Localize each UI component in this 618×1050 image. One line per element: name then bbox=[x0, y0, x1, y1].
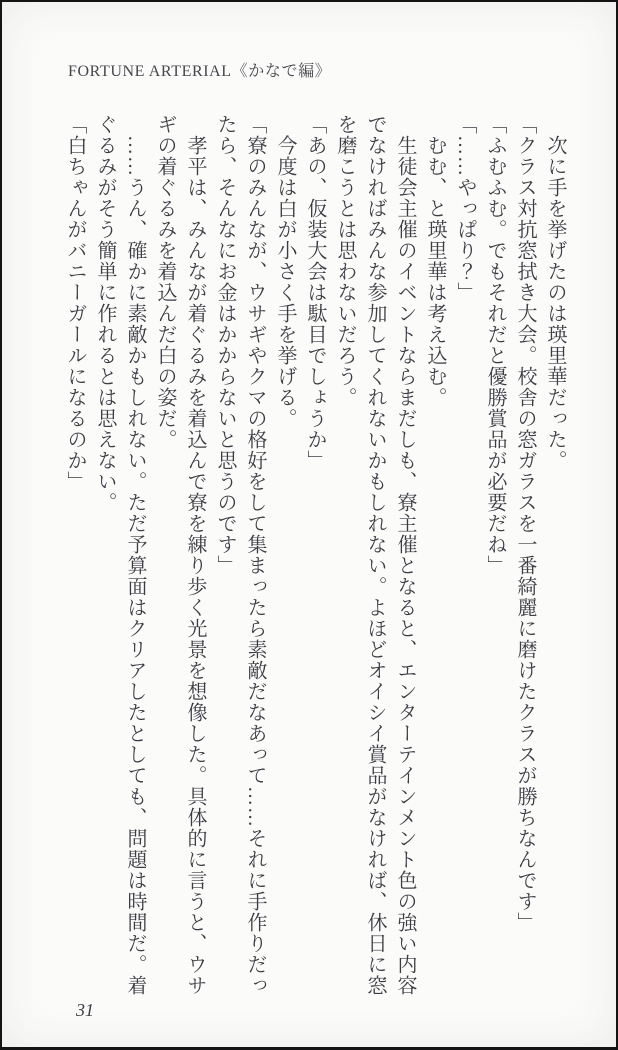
paragraph: ……うん、確かに素敵かもしれない。ただ予算面はクリアしたとしても、問題は時間だ。着ぐるみがそう簡単に作れるとは思えない。 bbox=[94, 114, 146, 996]
paragraph: 次に手を挙げたのは瑛里華だった。 bbox=[544, 135, 566, 471]
book-page bbox=[2, 2, 616, 1047]
paragraph: 「寮のみんなが、ウサギやクマの格好をして集まったら素敵だなあって……それに手作りだったら、そんなにお金はかからないと思うのです」 bbox=[214, 114, 266, 996]
paragraph: 「……やっぱり？」 bbox=[454, 114, 476, 303]
paragraph: 「あの、仮装大会は駄目でしょうか」 bbox=[304, 114, 326, 471]
paragraph: むむ、と瑛里華は考え込む。 bbox=[424, 135, 446, 408]
paragraph: 生徒会主催のイベントならまだしも、寮主催となると、エンターテインメント色の強い内容でなければみんな参加してくれないかもしれない。よほどオイシイ賞品がなければ、休日に窓を磨こうとは思わないだろう。 bbox=[334, 114, 416, 996]
body-text bbox=[54, 114, 570, 1000]
paragraph: 今度は白が小さく手を挙げる。 bbox=[274, 135, 296, 429]
page-number: 31 bbox=[76, 1000, 94, 1020]
paragraph: 「ふむふむ。でもそれだと優勝賞品が必要だね」 bbox=[484, 114, 506, 576]
running-header: FORTUNE ARTERIAL《かなで編》 bbox=[68, 63, 332, 80]
paragraph: 孝平は、みんなが着ぐるみを着込んで寮を練り歩く光景を想像した。具体的に言うと、ウサギの着ぐるみを着込んだ白の姿だ。 bbox=[154, 114, 206, 996]
paragraph: 「白ちゃんがバニーガールになるのか」 bbox=[64, 114, 86, 492]
paragraph: 「クラス対抗窓拭き大会。校舎の窓ガラスを一番綺麗に磨けたクラスが勝ちなんです」 bbox=[514, 114, 536, 933]
